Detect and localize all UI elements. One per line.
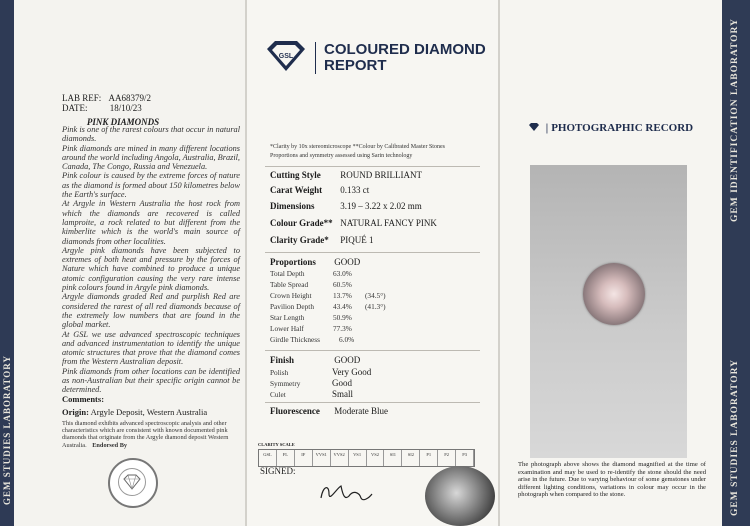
scale-cell: P2 xyxy=(438,450,456,466)
scale-cell: IF xyxy=(295,450,313,466)
diamond-icon xyxy=(528,122,543,134)
photographic-record-title: PHOTOGRAPHIC RECORD xyxy=(551,122,694,134)
divider xyxy=(265,402,480,403)
report-title-line1: COLOURED DIAMOND xyxy=(324,41,486,58)
finish-row xyxy=(270,378,352,388)
proportion-row xyxy=(270,302,386,311)
fluorescence-row xyxy=(270,406,388,416)
gsl-diamond-icon xyxy=(263,37,309,75)
diamond-image xyxy=(583,263,645,325)
scale-cell: SI1 xyxy=(384,450,402,466)
row-label: Table Spread xyxy=(270,280,309,289)
proportion-row xyxy=(270,280,365,289)
paragraph: Pink diamonds are mined in many different locations around the world including Angola, Australia, Brazil, Canada, The Congo, Russia and Venezuela. xyxy=(62,143,241,172)
proportion-row xyxy=(270,291,386,300)
report-title-line2: REPORT xyxy=(324,57,387,74)
paragraph: At GSL we use advanced spectroscopic techniques and advanced instrumentation to identify the unique atomic structures that prove that the diamond comes from the Western Australian deposit. xyxy=(62,329,240,367)
lab-ref-label: LAB REF: xyxy=(62,93,102,103)
finish-heading-row xyxy=(270,355,360,365)
row-value: 63.0% xyxy=(333,269,352,278)
scale-cell: FL xyxy=(277,450,295,466)
scale-cell: VVS1 xyxy=(313,450,331,466)
proportions-label: Proportions xyxy=(270,257,316,267)
row-extra: (41.3°) xyxy=(365,302,386,311)
row-value: 60.5% xyxy=(333,280,352,289)
proportions-value: GOOD xyxy=(334,257,361,267)
row-label: Culet xyxy=(270,390,286,399)
signed-label: SIGNED: xyxy=(260,466,296,476)
scale-cell: GSL xyxy=(259,450,277,466)
proportion-row xyxy=(270,335,371,344)
origin-value: Argyle Deposit, Western Australia xyxy=(90,407,208,417)
date-value: 18/10/23 xyxy=(109,103,142,113)
photographic-record-heading: | PHOTOGRAPHIC RECORD xyxy=(528,122,693,134)
scale-cell: SI2 xyxy=(402,450,420,466)
disclaimer-text: This diamond exhibits advanced spectroscopic analysis and other characteristics which are consistent with known documented pink diamonds that originate from the Argyle diamond deposit Western Australia. xyxy=(62,420,229,449)
row-label: Crown Height xyxy=(270,291,312,300)
paragraph: Argyle diamonds graded Red and purplish Red are considered the rarest of all red diamonds because of the extremely low numbers that are found in the global market. xyxy=(62,292,240,330)
divider xyxy=(265,166,480,167)
row-label: Clarity Grade* xyxy=(270,235,329,245)
row-label: Polish xyxy=(270,368,289,377)
row-value: NATURAL FANCY PINK xyxy=(340,218,437,228)
row-label: Cutting Style xyxy=(270,170,321,180)
row-value: 13.7% xyxy=(333,291,352,300)
divider xyxy=(265,252,480,253)
left-edge-strip xyxy=(0,0,14,526)
paragraph: Pink diamonds from other locations can be identified as non-Australian but their specific origin cannot be determined. xyxy=(62,366,240,395)
row-label: Pavilion Depth xyxy=(270,302,314,311)
proportions-heading-row xyxy=(270,257,360,267)
endorsement-seal xyxy=(108,458,158,508)
row-value: 3.19 – 3.22 x 2.02 mm xyxy=(340,201,422,211)
proportion-row xyxy=(270,269,365,278)
grading-notes xyxy=(270,143,445,161)
origin-label: Origin: xyxy=(62,407,89,417)
left-vertical-label: GEM STUDIES LABORATORY xyxy=(2,355,12,505)
row-extra: (34.5°) xyxy=(365,291,386,300)
row-label: Dimensions xyxy=(270,201,315,211)
row-value: Good xyxy=(332,378,352,388)
grade-row xyxy=(270,235,374,245)
grade-row xyxy=(270,218,437,228)
row-label: Lower Half xyxy=(270,324,304,333)
scale-cell: VVS2 xyxy=(331,450,349,466)
report-title xyxy=(324,42,486,74)
lab-ref-row xyxy=(62,93,151,103)
paragraph: At Argyle in Western Australia the host rock from which the diamonds are recovered is called lamproite, a rock related to but different from the kimberlite which is the world's main source of diamonds from other localities. xyxy=(62,199,240,246)
fluorescence-label: Fluorescence xyxy=(270,406,320,416)
finish-row xyxy=(270,367,371,377)
gsl-logo xyxy=(263,37,309,80)
logo-text: GSL xyxy=(278,53,294,60)
row-value: 77.3% xyxy=(333,324,352,333)
scale-cell: VS1 xyxy=(349,450,367,466)
row-value: PIQUÉ 1 xyxy=(340,235,374,245)
row-value: Small xyxy=(332,389,354,399)
note-line: Proportions and symmetry assessed using Sarin technology xyxy=(270,153,413,159)
finish-row xyxy=(270,389,353,399)
right-vertical-label-bottom: GEM STUDIES LABORATORY xyxy=(730,359,740,516)
row-label: Colour Grade** xyxy=(270,218,333,228)
photo-caption: The photograph above shows the diamond magnified at the time of examination and may be used to re-identify the stone should the need arise in the future. Due to varying behaviour of some gemstones under different lighting conditions, variations in colour may occur in the photograph when compared to the stone. xyxy=(518,461,706,499)
row-label: Star Length xyxy=(270,313,305,322)
comments-label: Comments: xyxy=(62,394,105,404)
pink-diamonds-text xyxy=(62,125,240,395)
finish-label: Finish xyxy=(270,355,295,365)
row-label: Symmetry xyxy=(270,379,301,388)
pink-diamonds-heading: PINK DIAMONDS xyxy=(86,117,160,127)
signature xyxy=(315,478,375,508)
scale-cell: P3 xyxy=(456,450,474,466)
lab-ref-value: AA68379/2 xyxy=(108,93,152,103)
endorsed-label: Endorsed By xyxy=(92,441,128,449)
proportion-row xyxy=(270,324,365,333)
paragraph: Argyle pink diamonds have been subjected to extremes of both heat and pressure by the forces of Nature which have combined to produce a unique atomic configuration causing the very rare intense pink colours found in Argyle pink diamonds. xyxy=(62,245,240,293)
row-value: 0.133 ct xyxy=(340,185,370,195)
scale-cell: P1 xyxy=(420,450,438,466)
proportion-row xyxy=(270,313,365,322)
row-value: Very Good xyxy=(332,367,372,377)
paragraph: Pink colour is caused by the extreme forces of nature as the diamond is formed about 150 kilometres below the Earth's surface. xyxy=(62,171,240,200)
fluorescence-value: Moderate Blue xyxy=(334,406,388,416)
grade-row xyxy=(270,201,422,211)
grade-row xyxy=(270,185,369,195)
row-value: 6.0% xyxy=(339,335,355,344)
date-row xyxy=(62,103,142,113)
scale-cell: VS2 xyxy=(367,450,385,466)
title-divider xyxy=(315,42,316,74)
row-value: 50.9% xyxy=(333,313,352,322)
divider xyxy=(265,350,480,351)
hologram-seal xyxy=(425,466,495,526)
row-label: Carat Weight xyxy=(270,185,323,195)
date-label: DATE: xyxy=(62,103,88,113)
row-label: Girdle Thickness xyxy=(270,335,320,344)
note-line: *Clarity by 10x stereomicroscope **Colour by Calibrated Master Stones xyxy=(270,144,445,150)
row-value: 43.4% xyxy=(333,302,352,311)
clarity-scale-label: CLARITY SCALE xyxy=(258,442,295,447)
grade-row xyxy=(270,170,422,180)
paragraph: Pink is one of the rarest colours that occur in natural diamonds. xyxy=(62,125,240,144)
row-label: Total Depth xyxy=(270,269,305,278)
comments-section xyxy=(62,394,207,417)
clarity-scale xyxy=(258,449,475,467)
origin-disclaimer xyxy=(62,420,242,449)
row-value: ROUND BRILLIANT xyxy=(340,170,422,180)
right-vertical-label-top: GEM IDENTIFICATION LABORATORY xyxy=(730,18,740,222)
seal-diamond-icon xyxy=(118,468,146,496)
finish-value: GOOD xyxy=(334,355,361,365)
